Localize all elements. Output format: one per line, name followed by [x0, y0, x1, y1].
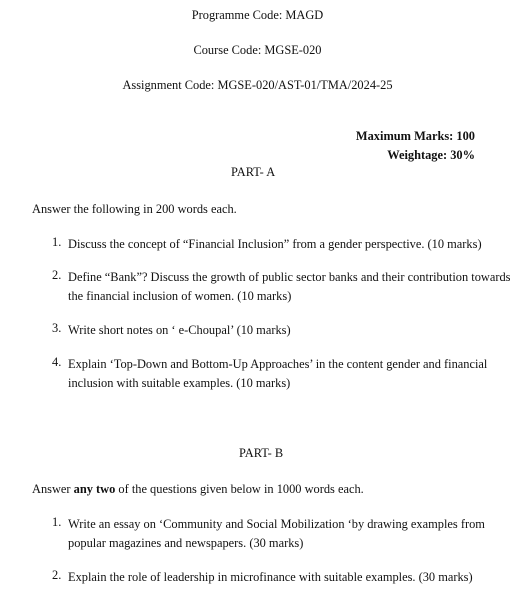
question-text-line-1: Write an essay on ‘Community and Social Mobilization ‘by drawing examples from: [68, 517, 485, 531]
question-text-line-1: Explain ‘Top-Down and Bottom-Up Approaches’ in the content gender and financial: [68, 357, 488, 371]
part-a-title: PART- A: [231, 165, 276, 179]
part-b-instruction: [32, 482, 364, 497]
course-code: Course Code: MGSE-020: [193, 43, 322, 57]
question-number: 2.: [52, 568, 62, 582]
question-text-line-2: the financial inclusion of women. (10 marks): [68, 289, 292, 303]
question-text-line-2: inclusion with suitable examples. (10 marks): [68, 376, 291, 390]
instruction-emphasis: any two: [73, 482, 116, 496]
question-number: 2.: [52, 268, 62, 282]
question-text-line-2: popular magazines and newspapers. (30 marks): [68, 536, 304, 550]
question-text-line-1: Define “Bank”? Discuss the growth of public sector banks and their contribution towards: [68, 270, 511, 284]
assignment-code: Assignment Code: MGSE-020/AST-01/TMA/2024-25: [122, 78, 393, 92]
question-number: 3.: [52, 321, 62, 335]
instruction-pre: Answer: [32, 482, 74, 496]
question-number: 4.: [52, 355, 62, 369]
question-text: Explain the role of leadership in microfinance with suitable examples. (30 marks): [68, 570, 473, 584]
question-number: 1.: [52, 515, 62, 529]
instruction-post: of the questions given below in 1000 words each.: [115, 482, 364, 496]
programme-code: Programme Code: MAGD: [191, 8, 324, 22]
question-text: Discuss the concept of “Financial Inclusion” from a gender perspective. (10 marks): [68, 237, 482, 251]
part-b-title: PART- B: [239, 446, 284, 460]
question-number: 1.: [52, 235, 62, 249]
question-text: Write short notes on ‘ e-Choupal’ (10 marks): [68, 323, 291, 337]
part-a-instruction: Answer the following in 200 words each.: [32, 202, 237, 216]
weightage: Weightage: 30%: [387, 148, 475, 162]
maximum-marks: Maximum Marks: 100: [355, 129, 475, 143]
